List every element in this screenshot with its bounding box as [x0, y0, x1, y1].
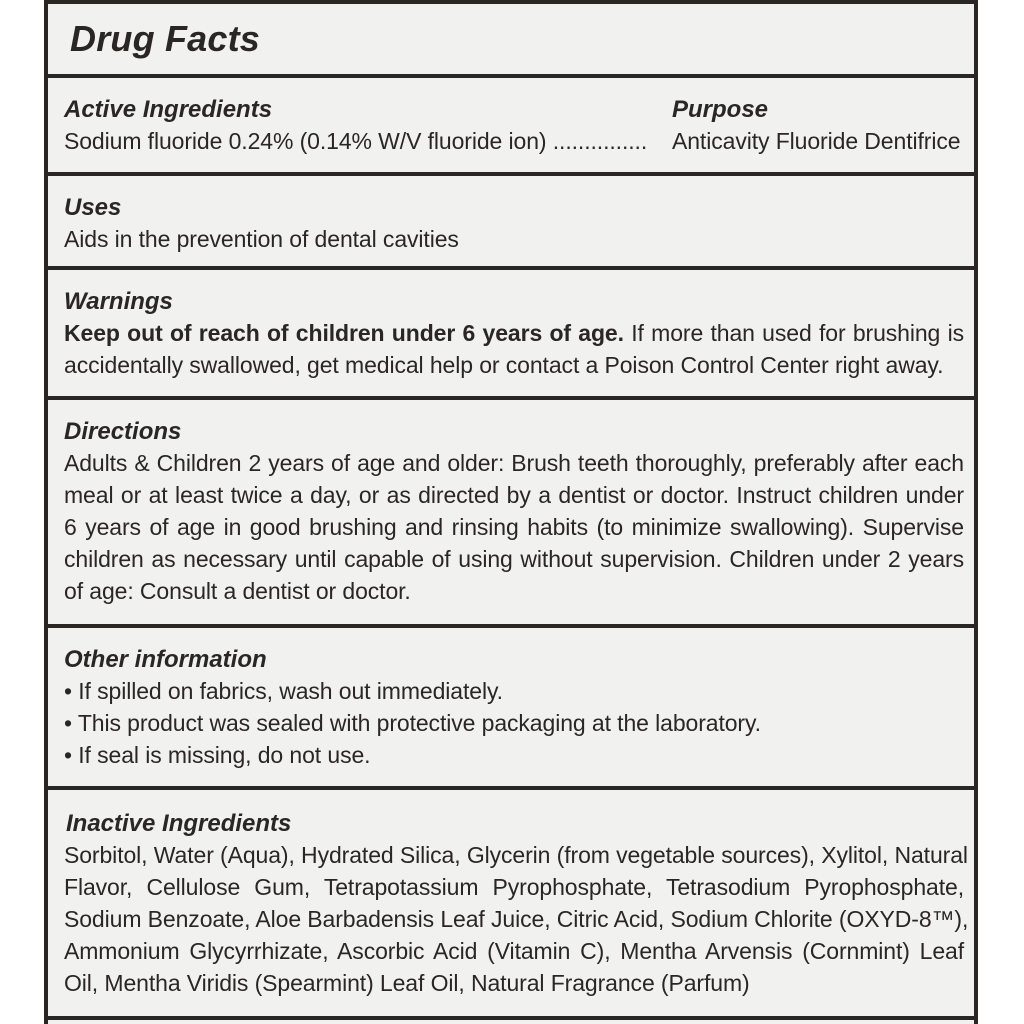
active-ingredients-heading: Active Ingredients — [64, 96, 273, 123]
inactive-ingredients-line: Sodium Benzoate, Aloe Barbadensis Leaf Juice, Citric Acid, Sodium Chlorite (OXYD-8™), — [64, 906, 969, 932]
inactive-ingredients-heading: Inactive Ingredients — [66, 810, 292, 837]
drug-facts-title: Drug Facts — [70, 18, 261, 59]
drug-facts-panel — [44, 0, 978, 1024]
purpose-heading: Purpose — [672, 96, 769, 123]
uses-text: Aids in the prevention of dental cavities — [64, 226, 459, 252]
warnings-heading: Warnings — [64, 288, 173, 315]
directions-heading: Directions — [64, 418, 182, 445]
section-divider — [48, 786, 974, 790]
inactive-ingredients-line: Ammonium Glycyrrhizate, Ascorbic Acid (Vitamin C), Mentha Arvensis (Cornmint) Leaf — [64, 938, 964, 964]
uses-heading: Uses — [64, 194, 122, 221]
warnings-line-1 — [64, 320, 964, 347]
other-information-heading: Other information — [64, 646, 267, 673]
other-information-item: • This product was sealed with protective packaging at the laboratory. — [64, 710, 761, 736]
other-information-item: • If seal is missing, do not use. — [64, 742, 371, 768]
directions-line: children as necessary until capable of using without supervision. Children under 2 years — [64, 546, 964, 572]
directions-line: meal or at least twice a day, or as directed by a dentist or doctor. Instruct children under — [64, 482, 964, 508]
inactive-ingredients-line: Flavor, Cellulose Gum, Tetrapotassium Pyrophosphate, Tetrasodium Pyrophosphate, — [64, 874, 964, 900]
section-divider — [48, 172, 974, 176]
section-divider — [48, 74, 974, 78]
warnings-text: If more than used for brushing is — [623, 320, 964, 346]
directions-line: 6 years of age in good brushing and rinsing habits (to minimize swallowing). Supervise — [64, 514, 964, 540]
warnings-line-2: accidentally swallowed, get medical help or contact a Poison Control Center right away. — [64, 352, 944, 378]
other-information-item: • If spilled on fabrics, wash out immediately. — [64, 678, 503, 704]
section-divider — [48, 1016, 974, 1020]
section-divider — [48, 396, 974, 400]
purpose-text: Anticavity Fluoride Dentifrice — [672, 128, 961, 154]
inactive-ingredients-line: Sorbitol, Water (Aqua), Hydrated Silica, Glycerin (from vegetable sources), Xylitol, Natural — [64, 842, 968, 868]
directions-line: Adults & Children 2 years of age and older: Brush teeth thoroughly, preferably after each — [64, 450, 964, 476]
active-ingredient-text: Sodium fluoride 0.24% (0.14% W/V fluoride ion) ............... — [64, 128, 648, 154]
section-divider — [48, 624, 974, 628]
directions-line: of age: Consult a dentist or doctor. — [64, 578, 411, 604]
inactive-ingredients-line: Oil, Mentha Viridis (Spearmint) Leaf Oil, Natural Fragrance (Parfum) — [64, 970, 750, 996]
section-divider — [48, 266, 974, 270]
warnings-bold-text: Keep out of reach of children under 6 years of age. — [64, 320, 624, 346]
